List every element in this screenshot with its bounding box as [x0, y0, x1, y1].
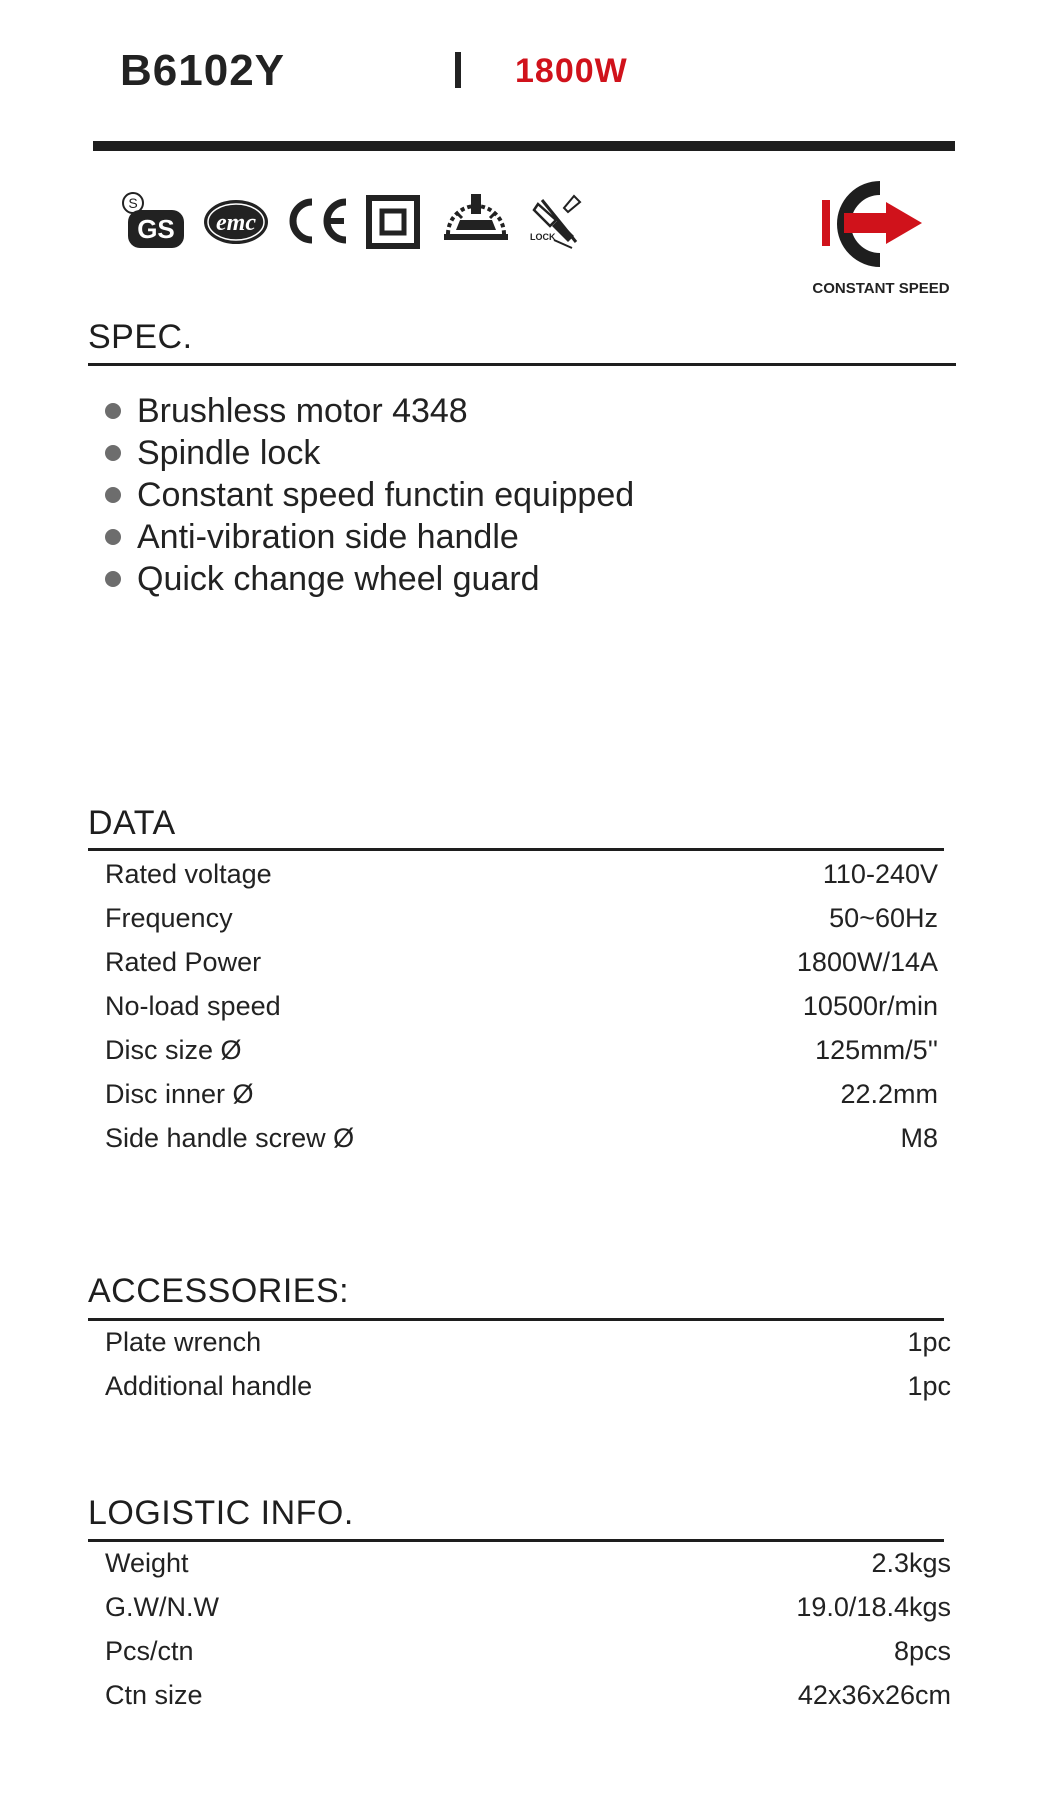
- logistic-table: [105, 1541, 951, 1717]
- row-value: 19.0/18.4kgs: [796, 1591, 951, 1622]
- spec-title: SPEC.: [88, 318, 193, 356]
- table-row: [105, 1673, 951, 1717]
- spec-item: Spindle lock: [105, 432, 634, 474]
- row-label: Rated voltage: [105, 858, 272, 889]
- table-row: [105, 1028, 938, 1072]
- emc-text: emc: [216, 210, 256, 236]
- table-row: [105, 1364, 951, 1408]
- bullet-icon: [105, 571, 121, 587]
- spec-item: Constant speed functin equipped: [105, 474, 634, 516]
- constant-speed-label: CONSTANT SPEED: [812, 280, 950, 297]
- spec-rule: [88, 363, 956, 366]
- table-row: [105, 852, 938, 896]
- bullet-icon: [105, 487, 121, 503]
- data-rule: [88, 848, 944, 851]
- grinder-guard-icon: [438, 190, 514, 252]
- row-value: 22.2mm: [840, 1078, 938, 1109]
- row-value: 110-240V: [822, 858, 938, 889]
- spindle-lock-icon: [528, 190, 588, 256]
- row-value: 1800W/14A: [796, 946, 938, 977]
- spec-item: Quick change wheel guard: [105, 558, 634, 600]
- accessories-title: ACCESSORIES:: [88, 1272, 350, 1310]
- row-label: Side handle screw Ø: [105, 1122, 355, 1153]
- row-value: 10500r/min: [802, 990, 938, 1021]
- header-rule: [93, 141, 955, 151]
- row-label: No-load speed: [105, 990, 281, 1021]
- table-row: [105, 1585, 951, 1629]
- row-label: Disc size Ø: [105, 1034, 242, 1065]
- table-row: [105, 1320, 951, 1364]
- row-label: Rated Power: [105, 946, 262, 977]
- data-title: DATA: [88, 804, 176, 842]
- row-label: Ctn size: [105, 1679, 203, 1710]
- row-label: Plate wrench: [105, 1326, 262, 1357]
- spec-item: Brushless motor 4348: [105, 390, 634, 432]
- bullet-icon: [105, 529, 121, 545]
- table-row: [105, 1072, 938, 1116]
- constant-speed-badge: [812, 178, 962, 308]
- emc-icon: [202, 190, 270, 252]
- row-value: 2.3kgs: [871, 1547, 951, 1578]
- model-number: B6102Y: [120, 46, 286, 95]
- gs-mark-text: GS: [137, 214, 175, 244]
- spec-list: [105, 390, 634, 600]
- spec-item: Anti-vibration side handle: [105, 516, 634, 558]
- title-separator: [455, 52, 461, 88]
- gs-mark-icon: [120, 190, 188, 252]
- logistic-title: LOGISTIC INFO.: [88, 1494, 354, 1532]
- row-label: Pcs/ctn: [105, 1635, 194, 1666]
- certification-icons: [120, 190, 580, 260]
- table-row: [105, 896, 938, 940]
- svg-text:S: S: [128, 195, 138, 211]
- row-label: Frequency: [105, 902, 233, 933]
- row-label: G.W/N.W: [105, 1591, 219, 1622]
- table-row: [105, 1541, 951, 1585]
- row-value: 50~60Hz: [829, 902, 938, 933]
- row-label: Additional handle: [105, 1370, 313, 1401]
- data-table: [105, 852, 938, 1160]
- row-value: M8: [900, 1122, 938, 1153]
- table-row: [105, 1116, 938, 1160]
- row-value: 8pcs: [893, 1635, 951, 1666]
- lock-text: LOCK: [530, 232, 556, 242]
- double-insulation-icon: [364, 190, 424, 252]
- row-value: 1pc: [907, 1326, 951, 1357]
- constant-speed-icon: [822, 178, 932, 278]
- ce-mark-icon: [282, 190, 352, 252]
- row-value: 1pc: [907, 1370, 951, 1401]
- power-rating: 1800W: [515, 52, 628, 90]
- row-label: Disc inner Ø: [105, 1078, 254, 1109]
- row-label: Weight: [105, 1547, 189, 1578]
- accessories-table: [105, 1320, 951, 1408]
- table-row: [105, 940, 938, 984]
- row-value: 42x36x26cm: [797, 1679, 951, 1710]
- row-value: 125mm/5'': [815, 1034, 938, 1065]
- table-row: [105, 984, 938, 1028]
- table-row: [105, 1629, 951, 1673]
- bullet-icon: [105, 445, 121, 461]
- bullet-icon: [105, 403, 121, 419]
